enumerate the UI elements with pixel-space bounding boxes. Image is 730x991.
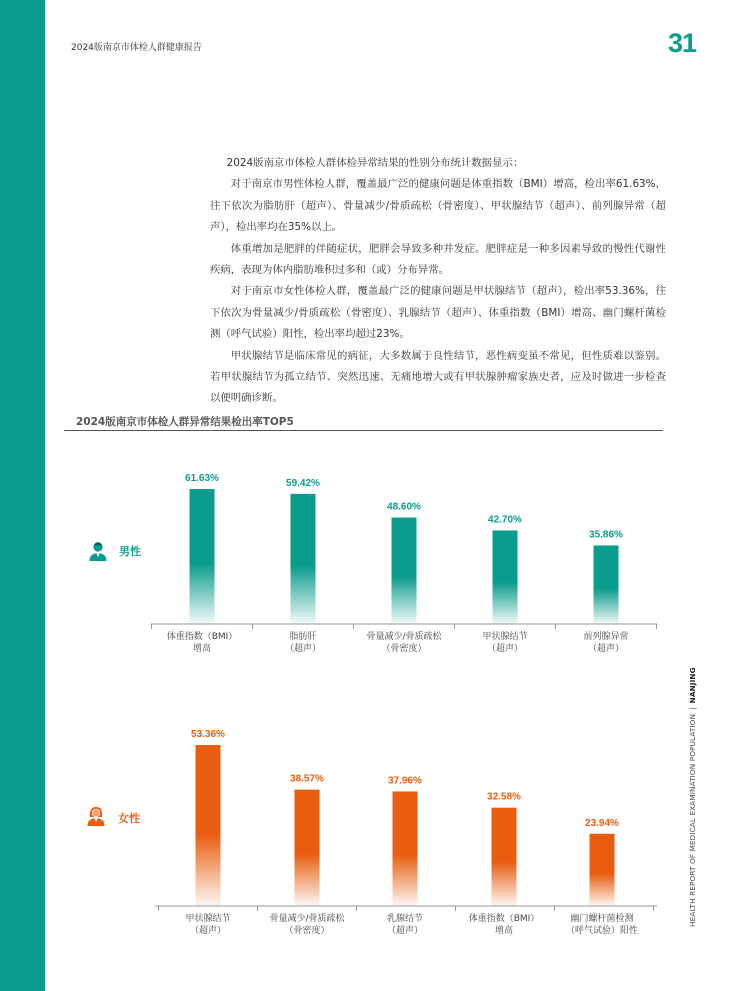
male-category-label-3-line-2: （骨密度） bbox=[381, 644, 427, 654]
male-category-label-2-line-2: （超声） bbox=[284, 644, 322, 654]
male-value-label-3: 48.60% bbox=[387, 501, 421, 513]
female-category-label-2-line-2: （骨密度） bbox=[284, 926, 330, 936]
female-category-label-5-line-2: （呼气试验）阳性 bbox=[565, 926, 639, 936]
male-category-label-4-line-2: （超声） bbox=[486, 644, 524, 654]
paragraph-female-summary: 对于南京市女性体检人群，覆盖最广泛的健康问题是甲状腺结节（超声），检出率53.36%，往下依次为骨量减少/骨质疏松（骨密度）、乳腺结节（超声）、体重指数（BMI）增高、幽门螺杆菌检测（呼气试验）阳性，检出率均超过23%。 bbox=[210, 285, 666, 341]
male-category-label-4-line-1: 甲状腺结节 bbox=[482, 632, 528, 642]
female-bar-2 bbox=[295, 790, 320, 906]
male-category-label-1-line-2: 增高 bbox=[192, 644, 212, 654]
male-legend-label: 男性 bbox=[119, 545, 141, 558]
side-caption-city: NANJING bbox=[688, 667, 697, 704]
chart-section-title: 2024版南京市体检人群异常结果检出率TOP5 bbox=[76, 416, 294, 428]
male-category-label-5-line-1: 前列腺异常 bbox=[583, 632, 629, 642]
female-value-label-1: 53.36% bbox=[191, 729, 225, 740]
paragraph-intro: 2024版南京市体检人群体检异常结果的性别分布统计数据显示： bbox=[226, 157, 524, 169]
female-category-label-3-line-1: 乳腺结节 bbox=[386, 914, 424, 924]
female-category-label-1-line-1: 甲状腺结节 bbox=[185, 914, 231, 924]
male-category-label-5-line-2: （超声） bbox=[587, 644, 625, 654]
side-caption-separator: | bbox=[688, 707, 697, 710]
paragraph-male-summary: 对于南京市男性体检人群，覆盖最广泛的健康问题是体重指数（BMI）增高，检出率61.63%，往下依次为脂肪肝（超声）、骨量减少/骨质疏松（骨密度）、甲状腺结节（超声）、前列腺异常（超声），检出率均在35%以上。 bbox=[210, 178, 666, 234]
female-bar-3 bbox=[393, 791, 418, 906]
male-value-label-1: 61.63% bbox=[185, 473, 219, 484]
female-category-label-4-line-1: 体重指数（BMI） bbox=[468, 914, 540, 924]
female-bar-1 bbox=[196, 745, 221, 906]
female-value-label-2: 38.57% bbox=[290, 773, 324, 785]
side-caption-text: HEALTH REPORT OF MEDICAL EXAMINATION POPULATION bbox=[688, 713, 697, 927]
paragraph-obesity: 体重增加是肥胖的伴随症状，肥胖会导致多种并发症。肥胖症是一种多因素导致的慢性代谢性疾病，表现为体内脂肪堆积过多和（或）分布异常。 bbox=[210, 242, 666, 277]
male-value-label-5: 35.86% bbox=[589, 529, 623, 541]
male-category-label-3-line-1: 骨量减少/骨质疏松 bbox=[366, 632, 442, 642]
female-bar-4 bbox=[492, 808, 517, 906]
male-value-label-2: 59.42% bbox=[286, 477, 320, 489]
female-value-label-5: 23.94% bbox=[585, 817, 619, 829]
female-category-label-1-line-2: （超声） bbox=[189, 926, 227, 936]
paragraph-thyroid: 甲状腺结节是临床常见的病征，大多数属于良性结节，恶性病变虽不常见，但性质难以鉴别。若甲状腺结节为孤立结节、突然迅速、无痛地增大或有甲状腺肿瘤家族史者，应及时做进一步检查以便明确诊断。 bbox=[210, 349, 666, 405]
male-value-label-4: 42.70% bbox=[488, 514, 522, 526]
report-header-title: 2024版南京市体检人群健康报告 bbox=[71, 43, 202, 53]
female-value-label-4: 32.58% bbox=[487, 791, 521, 803]
female-category-label-4-line-2: 增高 bbox=[494, 926, 514, 936]
female-value-label-3: 37.96% bbox=[388, 775, 422, 787]
male-category-label-1-line-1: 体重指数（BMI） bbox=[166, 632, 238, 642]
vertical-side-caption bbox=[688, 667, 697, 927]
female-category-label-3-line-2: （超声） bbox=[386, 926, 424, 936]
female-legend-label: 女性 bbox=[118, 812, 140, 825]
male-category-label-2-line-1: 脂肪肝 bbox=[289, 632, 317, 642]
female-category-label-2-line-1: 骨量减少/骨质疏松 bbox=[269, 914, 345, 924]
female-bar-5 bbox=[590, 834, 615, 906]
female-category-label-5-line-1: 幽门螺杆菌检测 bbox=[570, 914, 634, 924]
page-number: 31 bbox=[667, 28, 696, 58]
